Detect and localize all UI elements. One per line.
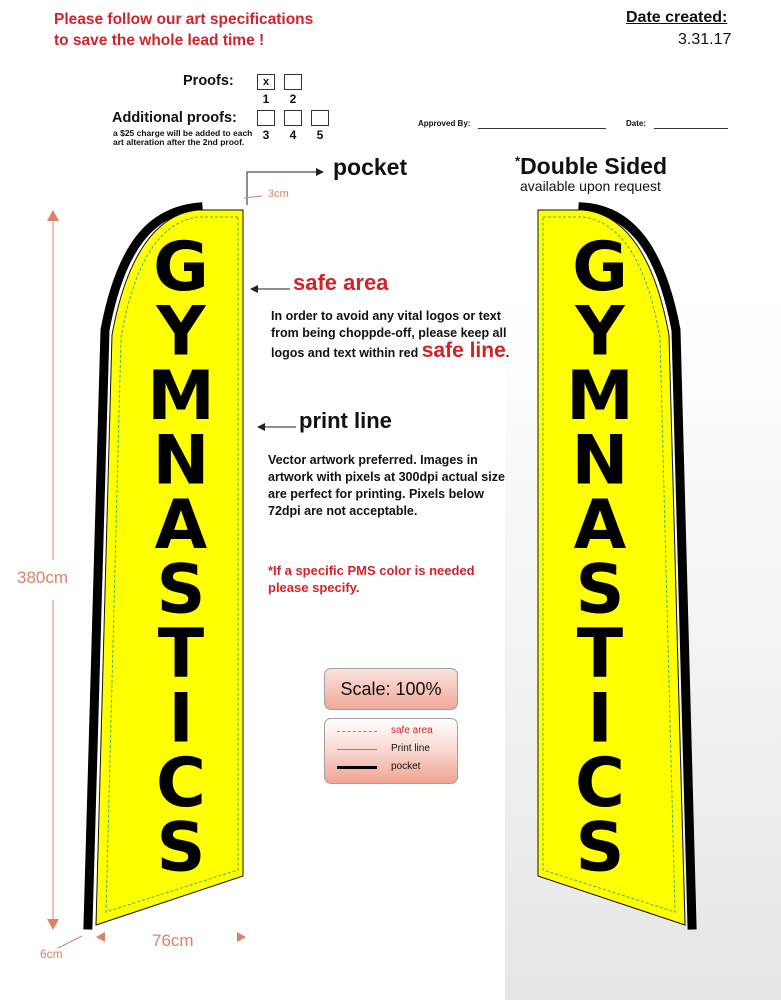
proof-number-1: 1 <box>262 92 270 106</box>
warning-line-1: Please follow our art specifications <box>54 11 314 28</box>
right-flag-letter-8: I <box>587 679 613 759</box>
pocket-width-dimension: 3cm <box>268 188 289 200</box>
right-flag <box>538 207 692 925</box>
print-line-arrow <box>257 423 296 431</box>
proof-number-4: 4 <box>289 128 297 142</box>
approval-date-label: Date: <box>626 119 647 128</box>
left-flag-letter-1: G <box>153 228 209 307</box>
right-flag-letter-5: A <box>573 486 627 565</box>
double-sided-text: Double Sided <box>520 153 668 179</box>
right-flag-letter-7: T <box>576 615 624 694</box>
safe-area-label: safe area <box>293 270 389 295</box>
right-flag-letters <box>566 228 634 888</box>
additional-proofs-label: Additional proofs: <box>112 110 237 126</box>
left-flag-letter-4: N <box>152 421 210 501</box>
left-flag-letter-10: S <box>156 808 206 888</box>
legend-print-line-label: Print line <box>391 743 430 754</box>
left-flag-letter-9: C <box>156 744 206 823</box>
width-dimension: 76cm <box>152 931 194 950</box>
right-flag-letter-4: N <box>571 421 629 501</box>
approved-by-label: Approved By: <box>418 119 471 128</box>
left-flag-letter-2: Y <box>156 292 206 372</box>
right-flag-letter-1: G <box>572 228 628 307</box>
left-flag <box>88 207 243 925</box>
bottom-offset-dimension: 6cm <box>40 947 63 961</box>
left-flag-letter-6: S <box>156 550 206 630</box>
vector-artwork-note: Vector artwork preferred. Images in artwork with pixels at 300dpi actual size are perfect for printing. Pixels below 72dpi are not acceptable. <box>268 453 505 518</box>
bottom-offset-tick <box>58 936 82 948</box>
proofs-label: Proofs: <box>183 73 234 89</box>
date-created-value: 3.31.17 <box>678 31 732 48</box>
height-dimension-line <box>47 210 59 930</box>
warning-line-2: to save the whole lead time ! <box>54 32 265 49</box>
date-created-label: Date created: <box>626 9 728 26</box>
right-flag-letter-2: Y <box>575 292 625 372</box>
pocket-label: pocket <box>333 154 408 180</box>
left-flag-letter-7: T <box>157 615 205 694</box>
safe-line-emphasis: safe line <box>421 339 506 362</box>
proof-number-2: 2 <box>289 92 297 106</box>
proof-number-5: 5 <box>316 128 324 142</box>
right-flag-letter-9: C <box>575 744 625 823</box>
left-flag-letter-3: M <box>147 357 215 436</box>
left-flag-letter-5: A <box>154 486 208 565</box>
proof-number-3: 3 <box>262 128 270 142</box>
left-flag-letters <box>147 228 215 888</box>
safe-line-period: . <box>505 346 510 360</box>
legend-pocket-label: pocket <box>391 761 421 772</box>
legend-safe-area-label: safe area <box>391 725 433 736</box>
left-flag-letter-8: I <box>168 679 194 759</box>
right-flag-letter-6: S <box>575 550 625 630</box>
safe-area-arrow <box>250 285 290 293</box>
double-sided-subtitle: available upon request <box>520 178 661 194</box>
scale-indicator: Scale: 100% <box>324 668 458 710</box>
double-sided-asterisk: * <box>515 153 521 169</box>
right-flag-letter-10: S <box>575 808 625 888</box>
print-line-label: print line <box>299 408 392 433</box>
proof-checkbox-1[interactable]: x <box>257 74 275 90</box>
safe-area-text: In order to avoid any vital logos or text from being choppde-off, please keep all logos and text within red <box>271 309 507 360</box>
pocket-callout-arrow <box>247 168 324 205</box>
pms-color-note: *If a specific PMS color is needed please specify. <box>268 563 475 595</box>
height-dimension: 380cm <box>17 568 69 587</box>
charge-note: a $25 charge will be added to each art alteration after the 2nd proof. <box>113 128 253 147</box>
width-dimension-arrows <box>96 932 246 942</box>
right-flag-letter-3: M <box>566 357 634 436</box>
